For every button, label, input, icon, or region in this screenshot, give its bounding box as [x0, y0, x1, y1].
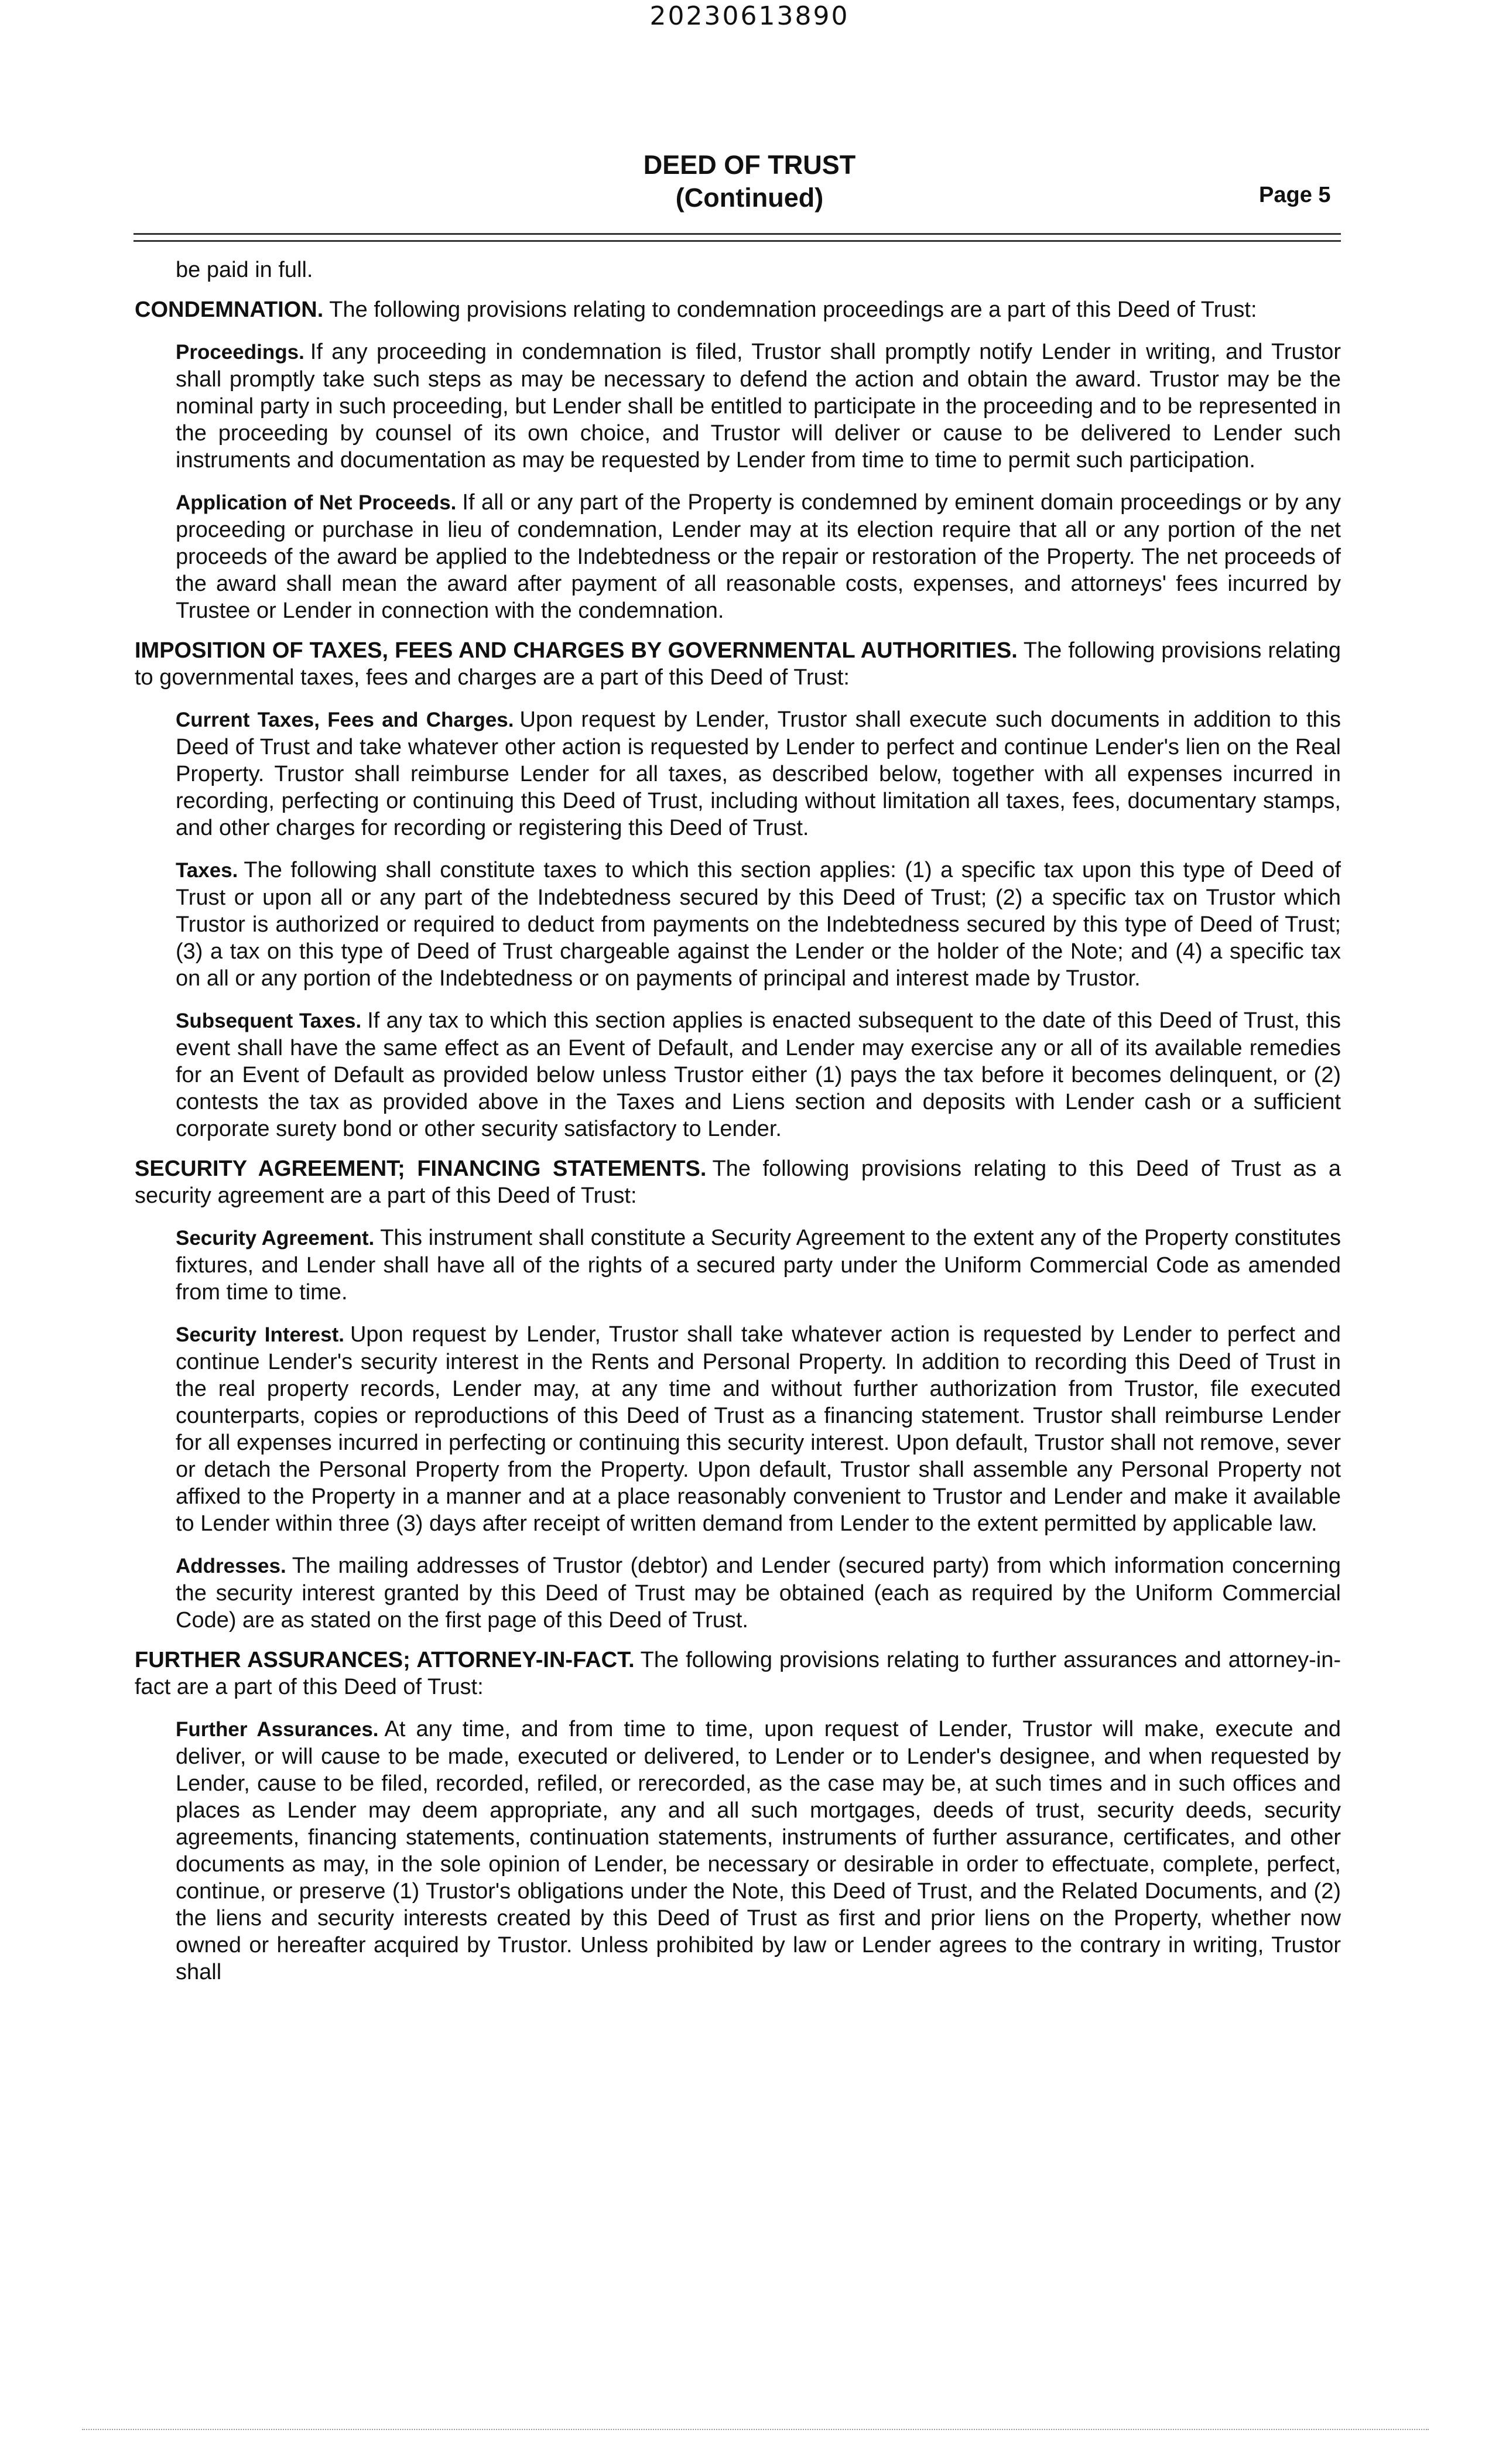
document-body: [135, 256, 1341, 1986]
paragraph-security-agreement: [135, 1224, 1341, 1306]
paragraph-text: If any proceeding in condemnation is filed, Trustor shall promptly notify Lender in writing, and Trustor shall promptly take such steps as may be necessary to defend the action and obtain the award. Trustor may be the nominal party in such proceeding, but Lender shall be entitled to participate in the proceeding and to be represented in the proceeding by counsel of its own choice, and Trustor will deliver or cause to be delivered to Lender such instruments and documentation as may be requested by Lender from time to time to permit such participation.: [176, 340, 1341, 473]
section-security-agreement: [135, 1155, 1341, 1209]
paragraph-text: At any time, and from time to time, upon request of Lender, Trustor will make, execute and deliver, or will cause to be made, executed or delivered, to Lender or to Lender's designee, and when requested by Lender, cause to be filed, recorded, refiled, or rerecorded, as the case may be, at such times and in such offices and places as Lender may deem appropriate, any and all such mortgages, deeds of trust, security deeds, security agreements, financing statements, continuation statements, instruments of further assurance, certificates, and other documents as may, in the sole opinion of Lender, be necessary or desirable in order to effectuate, complete, perfect, continue, or preserve (1) Trustor's obligations under the Note, this Deed of Trust, and the Related Documents, and (2) the liens and security interests created by this Deed of Trust as first and prior liens on the Property, whether now owned or hereafter acquired by Trustor. Unless prohibited by law or Lender agrees to the contrary in writing, Trustor shall: [176, 1717, 1341, 1984]
paragraph-net-proceeds: [135, 489, 1341, 624]
paragraph-text: If all or any part of the Property is condemned by eminent domain proceedings or by any proceeding or purchase in lieu of condemnation, Lender may at its election require that all or any portion of the net proceeds of the award be applied to the Indebtedness or the repair or restoration of the Property. The net proceeds of the award shall mean the award after payment of all reasonable costs, expenses, and attorneys' fees incurred by Trustee or Lender in connection with the condemnation.: [176, 490, 1341, 623]
paragraph-text: If any tax to which this section applies is enacted subsequent to the date of this Deed of Trust, this event shall have the same effect as an Event of Default, and Lender may exercise any or all of its available remedies for an Event of Default as provided below unless Trustor either (1) pays the tax before it becomes delinquent, or (2) contests the tax as provided above in the Taxes and Liens section and deposits with Lender cash or a sufficient corporate surety bond or other security satisfactory to Lender.: [176, 1008, 1341, 1141]
paragraph-heading: Security Agreement.: [176, 1227, 375, 1250]
paragraph-heading: Subsequent Taxes.: [176, 1009, 362, 1032]
paragraph-addresses: [135, 1552, 1341, 1634]
recording-number: 20230613890: [649, 1, 850, 31]
section-taxes: [135, 637, 1341, 691]
section-condemnation: [135, 296, 1341, 323]
section-heading: FURTHER ASSURANCES; ATTORNEY-IN-FACT.: [135, 1648, 635, 1672]
section-further-assurances: [135, 1647, 1341, 1700]
scan-artifact-line: [82, 2429, 1429, 2430]
section-intro: The following provisions relating to this Deed of Trust as a security agreement are a part of this Deed of Trust:: [135, 1156, 1341, 1208]
title-line-1: DEED OF TRUST: [643, 150, 856, 180]
title-line-2: (Continued): [675, 183, 824, 213]
section-intro: The following provisions relating to condemnation proceedings are a part of this Deed of Trust:: [329, 297, 1257, 322]
paragraph-text: The mailing addresses of Trustor (debtor) and Lender (secured party) from which information concerning the security interest granted by this Deed of Trust may be obtained (each as required by the Uniform Commercial Code) are as stated on the first page of this Deed of Trust.: [176, 1553, 1341, 1633]
paragraph-further-assurances: [135, 1716, 1341, 1986]
paragraph-heading: Current Taxes, Fees and Charges.: [176, 709, 514, 731]
paragraph-text: This instrument shall constitute a Security Agreement to the extent any of the Property constitutes fixtures, and Lender shall have all of the rights of a secured party under the Uniform Commercial Code as amended from time to time.: [176, 1226, 1341, 1305]
continued-text: be paid in full.: [176, 258, 313, 282]
paragraph-heading: Security Interest.: [176, 1323, 344, 1346]
paragraph-heading: Further Assurances.: [176, 1718, 379, 1741]
section-heading: SECURITY AGREEMENT; FINANCING STATEMENTS.: [135, 1156, 707, 1181]
paragraph-heading: Application of Net Proceeds.: [176, 491, 457, 514]
section-heading: CONDEMNATION.: [135, 297, 324, 322]
page-number: Page 5: [1259, 183, 1331, 207]
paragraph-text: Upon request by Lender, Trustor shall take whatever action is requested by Lender to perfect and continue Lender's security interest in the Rents and Personal Property. In addition to recording this Deed of Trust in the real property records, Lender may, at any time and without further authorization from Trustor, file executed counterparts, copies or reproductions of this Deed of Trust as a financing statement. Trustor shall reimburse Lender for all expenses incurred in perfecting or continuing this security interest. Upon default, Trustor shall not remove, sever or detach the Personal Property from the Property. Upon default, Trustor shall assemble any Personal Property not affixed to the Property in a manner and at a place reasonably convenient to Trustor and Lender and make it available to Lender within three (3) days after receipt of written demand from Lender to the extent permitted by applicable law.: [176, 1322, 1341, 1536]
paragraph-subsequent-taxes: [135, 1007, 1341, 1142]
section-intro: The following provisions relating to further assurances and attorney-in-fact are a part of this Deed of Trust:: [135, 1648, 1341, 1699]
paragraph-security-interest: [135, 1321, 1341, 1537]
section-heading: IMPOSITION OF TAXES, FEES AND CHARGES BY GOVERNMENTAL AUTHORITIES.: [135, 638, 1018, 663]
paragraph-taxes: [135, 857, 1341, 992]
paragraph-text: The following shall constitute taxes to which this section applies: (1) a specific tax upon this type of Deed of Trust or upon all or any part of the Indebtedness secured by this Deed of Trust; (2) a specific tax on Trustor which Trustor is authorized or required to deduct from payments on the Indebtedness secured by this type of Deed of Trust; (3) a tax on this type of Deed of Trust chargeable against the Lender or the holder of the Note; and (4) a specific tax on all or any portion of the Indebtedness or on payments of principal and interest made by Trustor.: [176, 858, 1341, 991]
header-rule-bottom: [134, 240, 1341, 242]
header-rule-top: [134, 233, 1341, 235]
paragraph-heading: Taxes.: [176, 859, 238, 882]
paragraph-heading: Addresses.: [176, 1555, 286, 1577]
paragraph-proceedings: [135, 338, 1341, 474]
paragraph-heading: Proceedings.: [176, 341, 304, 364]
section-intro: The following provisions relating to governmental taxes, fees and charges are a part of this Deed of Trust:: [135, 638, 1341, 690]
paragraph-current-taxes: [135, 706, 1341, 841]
paragraph-text: Upon request by Lender, Trustor shall execute such documents in addition to this Deed of Trust and take whatever other action is requested by Lender to perfect and continue Lender's lien on the Real Property. Trustor shall reimburse Lender for all taxes, as described below, together with all expenses incurred in recording, perfecting or continuing this Deed of Trust, including without limitation all taxes, fees, documentary stamps, and other charges for recording or registering this Deed of Trust.: [176, 707, 1341, 840]
